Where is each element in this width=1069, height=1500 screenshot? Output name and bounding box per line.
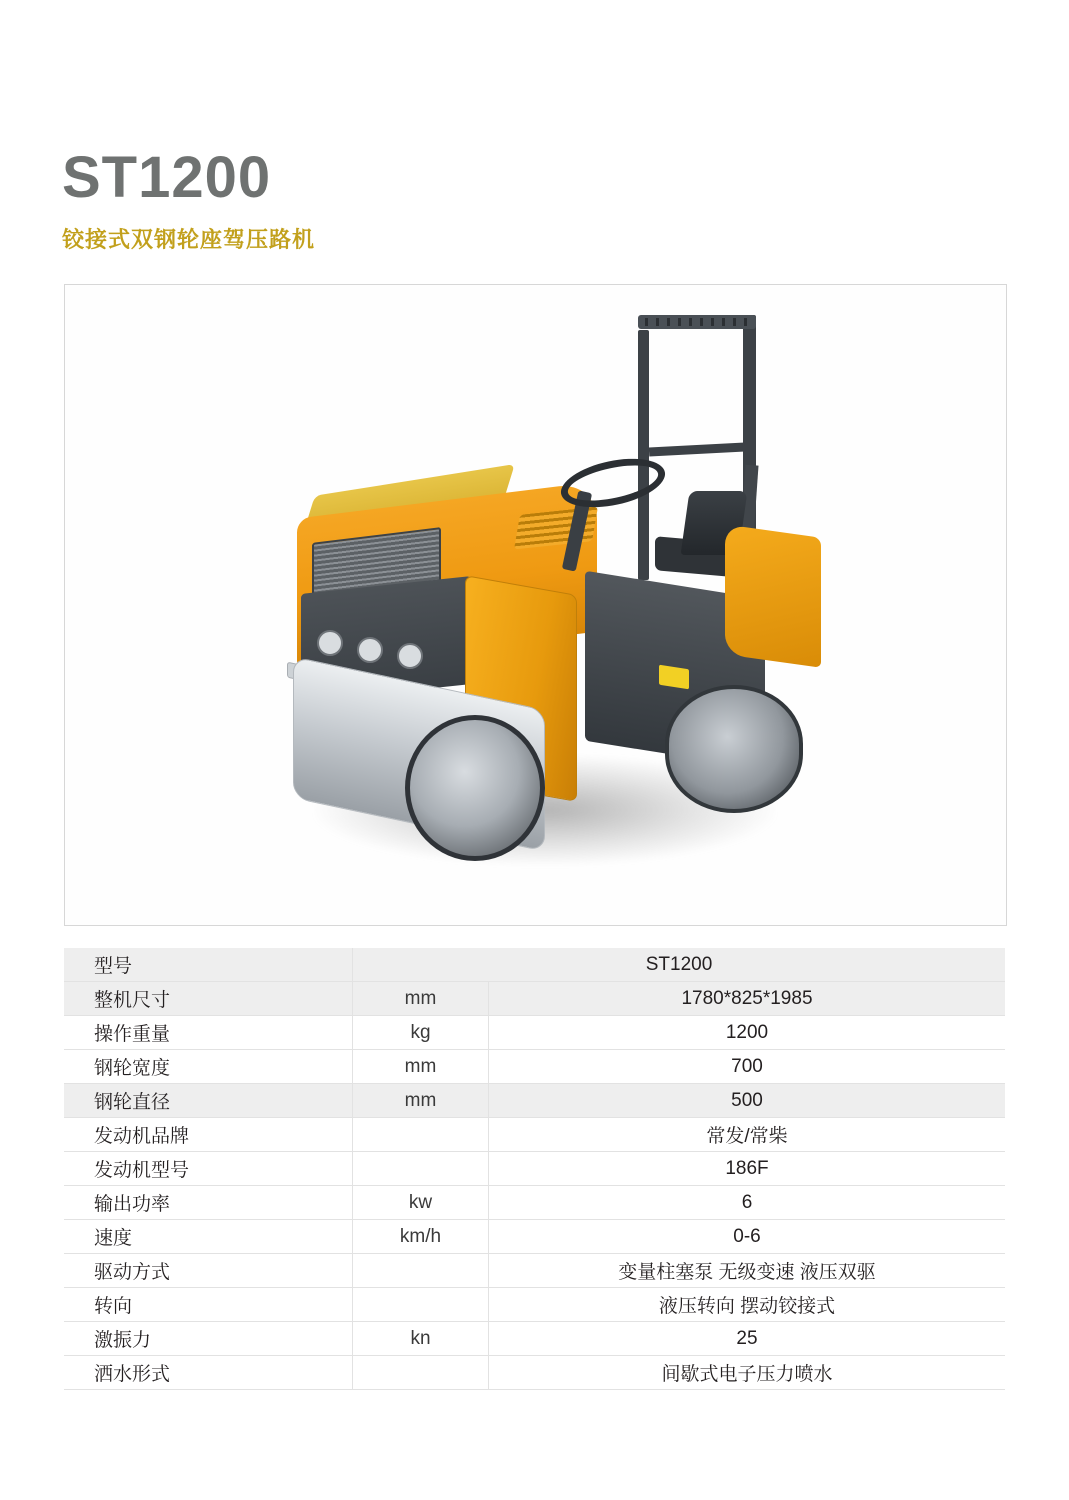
- spec-unit: [353, 1356, 489, 1390]
- spec-unit: km/h: [353, 1220, 489, 1254]
- spec-name: 转向: [64, 1288, 353, 1322]
- table-row: [64, 1016, 1005, 1050]
- rear-fender: [725, 524, 821, 667]
- page-title: ST1200: [62, 145, 272, 210]
- spec-value: 变量柱塞泵 无级变速 液压双驱: [489, 1254, 1006, 1288]
- rops-post-left: [638, 330, 649, 580]
- spec-value: 常发/常柴: [489, 1118, 1006, 1152]
- table-row: [64, 1220, 1005, 1254]
- spec-name: 速度: [64, 1220, 353, 1254]
- spec-value: 0-6: [489, 1220, 1006, 1254]
- spec-unit: [353, 1288, 489, 1322]
- spec-name: 发动机型号: [64, 1152, 353, 1186]
- spec-unit: kg: [353, 1016, 489, 1050]
- gauge-icon: [357, 637, 383, 663]
- spec-unit: kw: [353, 1186, 489, 1220]
- table-row: [64, 1118, 1005, 1152]
- table-row: [64, 1084, 1005, 1118]
- spec-unit: [353, 1254, 489, 1288]
- spec-unit: [353, 1118, 489, 1152]
- spec-value: ST1200: [353, 948, 1006, 982]
- table-row: [64, 948, 1005, 982]
- spec-name: 输出功率: [64, 1186, 353, 1220]
- spec-value: 1200: [489, 1016, 1006, 1050]
- spec-unit: [353, 1152, 489, 1186]
- table-row: [64, 1288, 1005, 1322]
- table-row: [64, 1050, 1005, 1084]
- spec-unit: mm: [353, 982, 489, 1016]
- table-row: [64, 982, 1005, 1016]
- rear-steel-drum: [665, 685, 803, 813]
- front-drum-face: [405, 715, 545, 861]
- spec-name: 驱动方式: [64, 1254, 353, 1288]
- spec-unit: kn: [353, 1322, 489, 1356]
- rops-brace: [649, 442, 745, 456]
- spec-value: 500: [489, 1084, 1006, 1118]
- title-block: [62, 145, 962, 254]
- spec-value: 间歇式电子压力喷水: [489, 1356, 1006, 1390]
- table-row: [64, 1356, 1005, 1390]
- table-row: [64, 1254, 1005, 1288]
- spec-name: 型号: [64, 948, 353, 982]
- spec-value: 1780*825*1985: [489, 982, 1006, 1016]
- product-photo-frame: [64, 284, 1007, 926]
- rops-crossbar-holes: [645, 318, 749, 326]
- gauge-icon: [397, 643, 423, 669]
- spec-name: 整机尺寸: [64, 982, 353, 1016]
- product-subtitle: 铰接式双钢轮座驾压路机: [62, 226, 316, 252]
- road-roller-illustration: [65, 285, 1006, 925]
- product-photo: [65, 285, 1006, 925]
- spec-name: 钢轮直径: [64, 1084, 353, 1118]
- spec-unit: mm: [353, 1084, 489, 1118]
- spec-name: 激振力: [64, 1322, 353, 1356]
- specification-table: [64, 948, 1005, 1390]
- spec-unit: mm: [353, 1050, 489, 1084]
- spec-value: 186F: [489, 1152, 1006, 1186]
- spec-value: 700: [489, 1050, 1006, 1084]
- spec-value: 液压转向 摆动铰接式: [489, 1288, 1006, 1322]
- spec-name: 操作重量: [64, 1016, 353, 1050]
- table-row: [64, 1152, 1005, 1186]
- spec-name: 洒水形式: [64, 1356, 353, 1390]
- spec-name: 发动机品牌: [64, 1118, 353, 1152]
- gauge-icon: [317, 630, 343, 656]
- table-row: [64, 1322, 1005, 1356]
- table-row: [64, 1186, 1005, 1220]
- spec-value: 25: [489, 1322, 1006, 1356]
- spec-value: 6: [489, 1186, 1006, 1220]
- spec-name: 钢轮宽度: [64, 1050, 353, 1084]
